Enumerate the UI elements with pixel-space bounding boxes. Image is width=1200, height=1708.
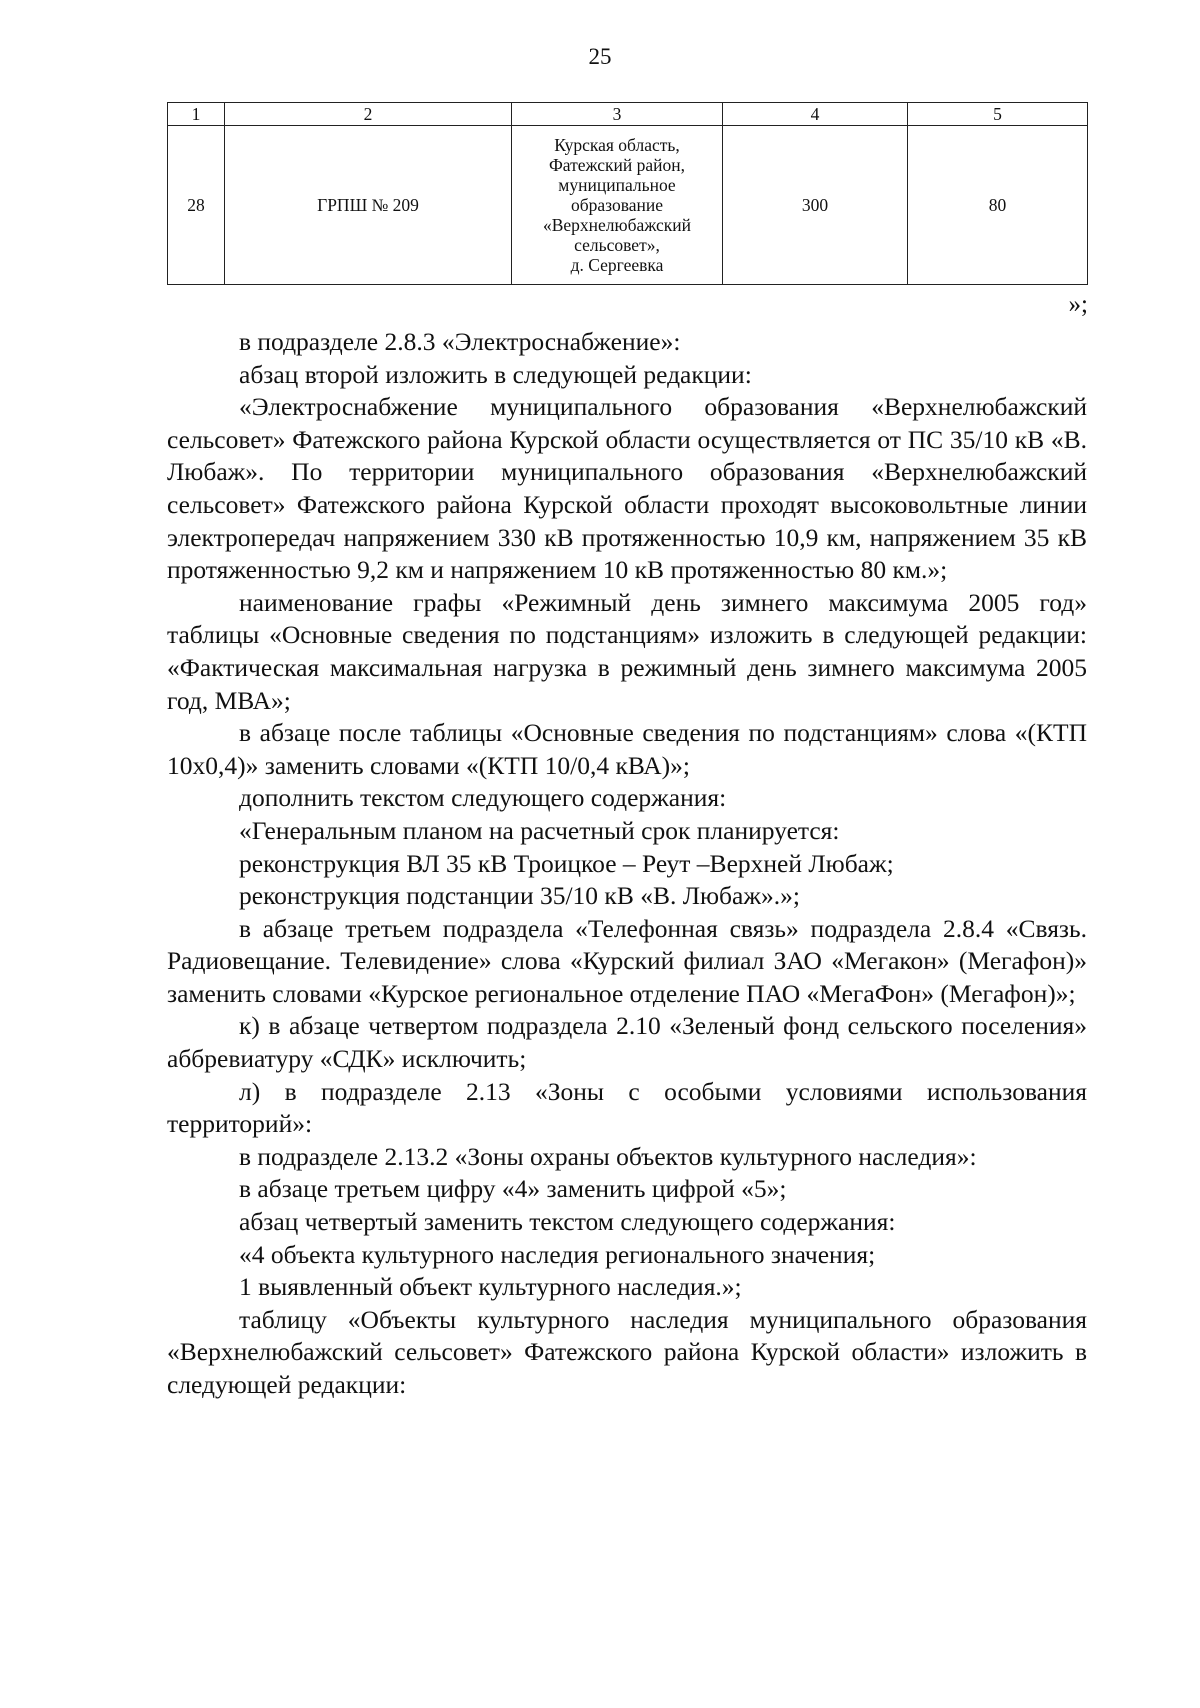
paragraph: «Электроснабжение муниципального образования «Верхнелюбажский сельсовет» Фатежского района Курской области осуществляется от ПС 35/10 кВ «В. Любаж». По территории муниципального образования «Верхнелюбажский сельсовет» Фатежского района Курской области проходят высоковольтные линии электропередач напряжением 330 кВ протяженностью 10,9 км, напряжением 35 кВ протяженностью 9,2 км и напряжением 10 кВ протяженностью 80 км.»; [167,392,1087,585]
header-cell: 1 [168,103,225,126]
paragraph: «4 объекта культурного наследия регионального значения; [239,1239,876,1269]
paragraph: в абзаце после таблицы «Основные сведения по подстанциям» слова «(КТП 10х0,4)» заменить словами «(КТП 10/0,4 кВА)»; [167,718,1087,780]
paragraph: дополнить текстом следующего содержания: [239,783,727,813]
paragraph: 1 выявленный объект культурного наследия.»; [239,1272,742,1302]
location-line: сельсовет», [574,235,660,255]
facility-name-cell: ГРПШ № 209 [225,126,512,285]
location-line: Курская область, [554,135,680,155]
header-cell: 3 [512,103,723,126]
table-header-row [168,103,1088,126]
location-line: «Верхнелюбажский [542,215,692,235]
paragraph: абзац второй изложить в следующей редакции: [239,359,752,389]
page-number: 25 [588,44,612,69]
closing-quote: »; [1068,291,1088,318]
location-cell [512,126,723,285]
header-cell: 4 [723,103,908,126]
paragraph: таблицу «Объекты культурного наследия муниципального образования «Верхнелюбажский сельсовет» Фатежского района Курской области» изложить в следующей редакции: [167,1304,1087,1399]
paragraph: абзац четвертый заменить текстом следующего содержания: [239,1207,896,1237]
paragraph: в подразделе 2.13.2 «Зоны охраны объектов культурного наследия»: [239,1141,977,1171]
location-line: д. Сергеевка [570,255,664,275]
paragraph: л) в подразделе 2.13 «Зоны с особыми условиями использования территорий»: [167,1076,1087,1139]
paragraph: в подразделе 2.8.3 «Электроснабжение»: [239,327,681,356]
table-row [168,126,1088,285]
header-cell: 5 [908,103,1088,126]
paragraph: в абзаце третьем подраздела «Телефонная связь» подраздела 2.8.4 «Связь. Радиовещание. Телевидение» слова «Курский филиал ЗАО «Мегакон» (Мегафон)» заменить словами «Курское региональное отделение ПАО «МегаФон» (Мегафон)»; [167,913,1087,1008]
paragraph: наименование графы «Режимный день зимнего максимума 2005 год» таблицы «Основные сведения по подстанциям» изложить в следующей редакции: «Фактическая максимальная нагрузка в режимный день зимнего максимума 2005 год, МВА»; [167,587,1087,715]
header-cell: 2 [225,103,512,126]
paragraph: к) в абзаце четвертом подраздела 2.10 «Зеленый фонд сельского поселения» аббревиатуру «СДК» исключить; [167,1011,1087,1074]
paragraph: в абзаце третьем цифру «4» заменить цифрой «5»; [239,1174,787,1204]
location-line: муниципальное [558,175,676,195]
row-number-cell: 28 [168,126,225,285]
document-body [167,326,1087,1402]
paragraph: реконструкция ВЛ 35 кВ Троицкое – Реут –Верхней Любаж; [239,848,894,878]
column-5-cell: 80 [908,126,1088,285]
column-4-cell: 300 [723,126,908,285]
location-line: образование [570,195,664,215]
gas-facility-table [167,102,1088,285]
location-line: Фатежский район, [548,155,686,175]
paragraph: «Генеральным планом на расчетный срок планируется: [239,815,840,845]
paragraph: реконструкция подстанции 35/10 кВ «В. Любаж».»; [239,881,800,911]
